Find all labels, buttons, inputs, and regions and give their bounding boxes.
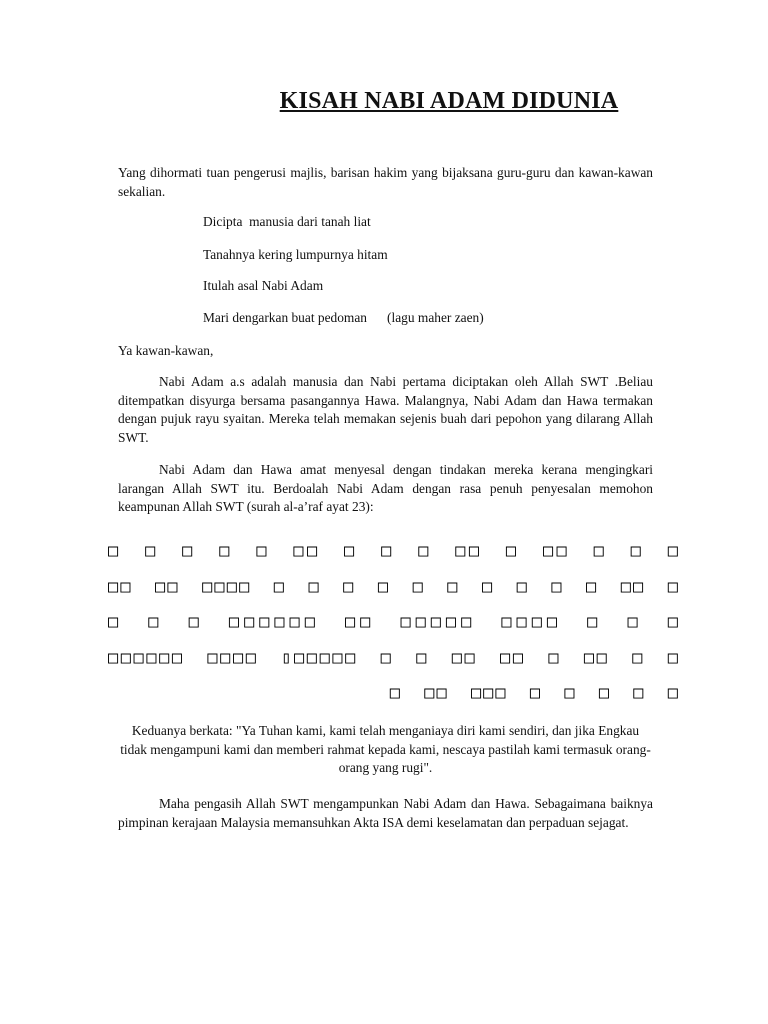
arabic-verse-block: □ □ □ □ □ □□ □ □ □ □□ □ □□ □ □ □ □□ □□ □□□□ □ □ □ □ □ □ □ □ □ □ □□ □ □ □ □ □□□□□□ □□ □□□□□ □□□□ □ □ □ □□□□□□ □□□□ ▯□□□□□ □ □ □□ □□ □ □□ □ □ □ □□ □□□ □ □ □ □ □ [108, 541, 680, 703]
body-paragraph-1: Nabi Adam a.s adalah manusia dan Nabi pertama diciptakan oleh Allah SWT .Beliau ditempatkan disyurga bersama pasangannya Hawa. Malangnya, Nabi Adam dan Hawa termakan dengan pujuk rayu syaitan. Mereka telah memakan sejenis buah dari pepohon yang dilarang Allah SWT. [118, 374, 653, 445]
verse-line-3: Itulah asal Nabi Adam [203, 278, 324, 293]
translation-quote: Keduanya berkata: "Ya Tuhan kami, kami telah menganiaya diri kami sendiri, dan jika Engkau tidak mengampuni kami dan memberi rahmat kepada kami, nescaya pastilah kami termasuk orang-orang yang rugi". [120, 723, 651, 775]
body-paragraph-3: Maha pengasih Allah SWT mengampunkan Nabi Adam dan Hawa. Sebagaimana baiknya pimpinan kerajaan Malaysia memansuhkan Akta ISA demi keselamatan dan perpaduan sejagat. [118, 796, 653, 830]
verse-line-4: Mari dengarkan buat pedoman (lagu maher zaen) [203, 310, 484, 325]
address-line: Ya kawan-kawan, [118, 343, 214, 358]
body-paragraph-2: Nabi Adam dan Hawa amat menyesal dengan tindakan mereka kerana mengingkari larangan Allah SWT itu. Berdoalah Nabi Adam dengan rasa penuh penyesalan memohon keampunan Allah SWT (surah al-a’raf ayat 23): [118, 462, 653, 514]
verse-line-2: Tanahnya kering lumpurnya hitam [203, 247, 388, 262]
greeting-paragraph: Yang dihormati tuan pengerusi majlis, barisan hakim yang bijaksana guru-guru dan kawan-kawan sekalian. [118, 165, 653, 199]
verse-line-1: Dicipta manusia dari tanah liat [203, 214, 371, 229]
document-title: KISAH NABI ADAM DIDUNIA [279, 88, 619, 114]
